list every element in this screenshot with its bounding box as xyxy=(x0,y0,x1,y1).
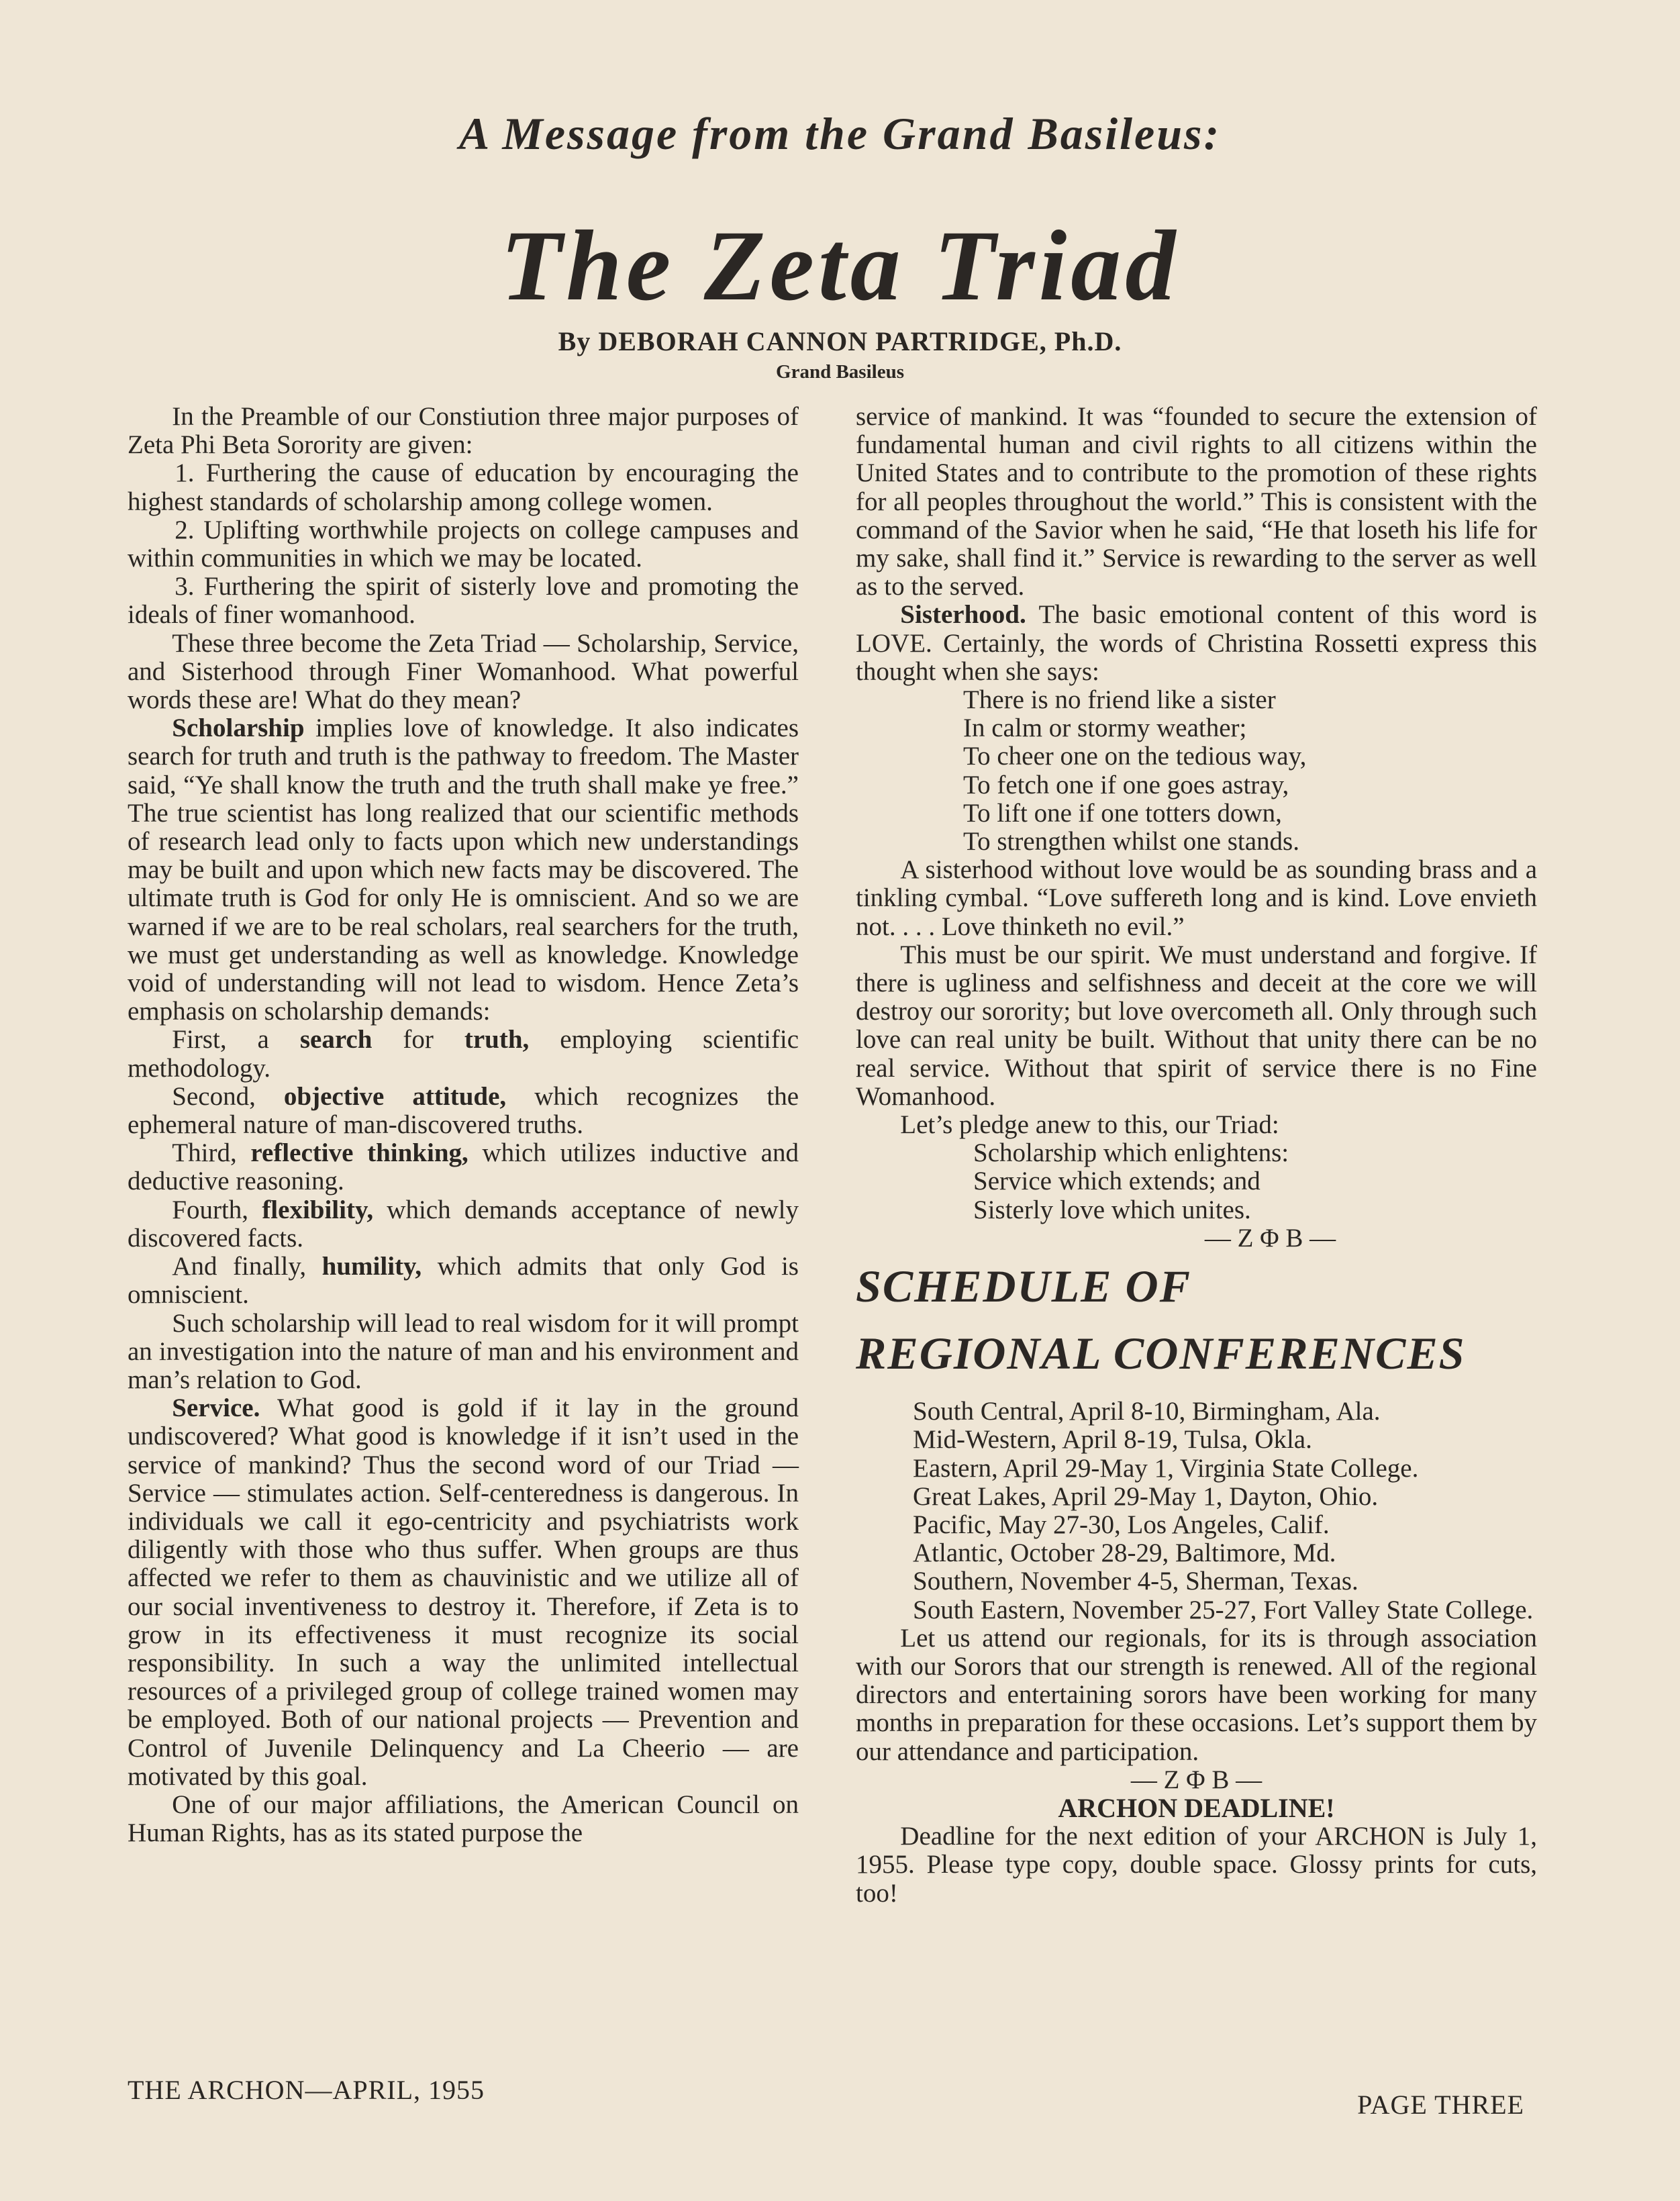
schedule-list xyxy=(856,1398,1537,1624)
paragraph: A sisterhood without love would be as sounding brass and a tinkling cymbal. “Love suffereth long and is kind. Love envieth not. . . . Love thinketh no evil.” xyxy=(856,855,1537,941)
footer-page-number: PAGE THREE xyxy=(1357,2090,1524,2120)
scholarship-paragraph: Scholarship implies love of knowledge. It also indicates search for truth and truth is the pathway to freedom. The Master said, “Ye shall know the truth and the truth shall make ye free.” The true scientist has long realized that our scientific methods of research lead only to facts upon which new understandings may be built and upon which new facts may be discovered. The ultimate truth is God for only He is omniscient. And so we are warned if we are to be real scholars, real searchers for the truth, we must get understanding as well as knowledge. Knowledge void of understanding will not lead to wisdom. Hence Zeta’s emphasis on scholarship demands: xyxy=(128,714,799,1026)
demand-item: Second, objective attitude, which recognizes the ephemeral nature of man-discovered truths. xyxy=(128,1081,799,1140)
left-column xyxy=(128,403,799,1847)
poem-line: To fetch one if one goes astray, xyxy=(963,770,1289,799)
sisterhood-paragraph: Sisterhood. The basic emotional content of this word is LOVE. Certainly, the words of Christina Rossetti express this thought when she says: xyxy=(856,600,1537,686)
pledge-line: Scholarship which enlightens: xyxy=(973,1138,1289,1168)
poem-line: There is no friend like a sister xyxy=(963,685,1276,715)
term-scholarship: Scholarship xyxy=(172,714,305,743)
paragraph: service of mankind. It was “founded to secure the extension of fundamental human and civil rights to all citizens within the United States and to contribute to the promotion of these rights for all peoples throughout the world.” This is consistent with the command of the Savior when he said, “He that loseth his life for my sake, shall find it.” Service is rewarding to the server as well as to the served. xyxy=(856,402,1537,601)
poem-line: To strengthen whilst one stands. xyxy=(963,827,1299,857)
demand-item: And finally, humility, which admits that only God is omniscient. xyxy=(128,1252,799,1310)
schedule-item: South Central, April 8-10, Birmingham, Ala. xyxy=(913,1397,1381,1426)
deadline-heading: ARCHON DEADLINE! xyxy=(1058,1792,1335,1823)
paragraph: One of our major affiliations, the American Council on Human Rights, has as its stated purpose the xyxy=(128,1790,799,1848)
pledge-line: Sisterly love which unites. xyxy=(973,1195,1251,1224)
schedule-item: Atlantic, October 28-29, Baltimore, Md. xyxy=(913,1538,1336,1568)
schedule-item: South Eastern, November 25-27, Fort Valley State College. xyxy=(913,1595,1534,1624)
poem-line: To lift one if one totters down, xyxy=(963,798,1282,828)
paragraph: Such scholarship will lead to real wisdom for it will prompt an investigation into the nature of man and his environment and man’s relation to God. xyxy=(128,1308,799,1394)
paragraph: These three become the Zeta Triad — Scholarship, Service, and Sisterhood through Finer Womanhood. What powerful words these are! What do they mean? xyxy=(128,628,799,715)
demand-item: First, a search for truth, employing scientific methodology. xyxy=(128,1025,799,1083)
service-paragraph: Service. What good is gold if it lay in the ground undiscovered? What good is knowledge if it isn’t used in the service of mankind? Thus the second word of our Triad — Service — stimulates action. Self-centeredness is dangerous. In individuals we call it ego-centricity and psychiatrists work diligently with those who thus suffer. When groups are thus affected we refer to them as chauvinistic and we utilize all of our social inventiveness to destroy it. Therefore, if Zeta is to grow in its effectiveness it must recognize its social responsibility. In such a way the unlimited intellectual resources of a privileged group of college trained women may be employed. Both of our national projects — Prevention and Control of Juvenile Delinquency and La Cheerio — are motivated by this goal. xyxy=(128,1393,799,1791)
article-title: The Zeta Triad xyxy=(500,210,1180,322)
right-column xyxy=(856,403,1537,1908)
purpose-item: 1. Furthering the cause of education by encouraging the highest standards of scholarship among college women. xyxy=(128,458,799,516)
byline: By DEBORAH CANNON PARTRIDGE, Ph.D. xyxy=(558,326,1122,356)
purpose-item: 3. Furthering the spirit of sisterly love and promoting the ideals of finer womanhood. xyxy=(128,572,799,630)
footer-publication: THE ARCHON—APRIL, 1955 xyxy=(128,2075,485,2105)
schedule-item: Eastern, April 29-May 1, Virginia State College. xyxy=(913,1453,1419,1483)
author-role: Grand Basileus xyxy=(776,361,904,383)
paragraph: In the Preamble of our Constiution three major purposes of Zeta Phi Beta Sorority are given: xyxy=(128,402,799,460)
term-sisterhood: Sisterhood. xyxy=(900,600,1026,630)
schedule-item: Great Lakes, April 29-May 1, Dayton, Ohio. xyxy=(913,1481,1379,1511)
poem-line: In calm or stormy weather; xyxy=(963,714,1247,743)
demand-item: Fourth, flexibility, which demands acceptance of newly discovered facts. xyxy=(128,1195,799,1253)
schedule-heading: SCHEDULE OF REGIONAL CONFERENCES xyxy=(856,1261,1466,1379)
purpose-item: 2. Uplifting worthwhile projects on college campuses and within communities in which we may be located. xyxy=(128,515,799,573)
pledge-line: Service which extends; and xyxy=(973,1167,1261,1196)
poem xyxy=(856,686,1537,856)
pledge xyxy=(856,1139,1537,1224)
schedule-item: Southern, November 4-5, Sherman, Texas. xyxy=(913,1567,1358,1596)
paragraph: Let’s pledge anew to this, our Triad: xyxy=(900,1110,1279,1140)
term-service: Service. xyxy=(172,1393,260,1423)
poem-line: To cheer one on the tedious way, xyxy=(963,742,1307,771)
separator: — Z Φ B — xyxy=(1204,1223,1336,1253)
separator: — Z Φ B — xyxy=(1130,1765,1263,1794)
article-kicker: A Message from the Grand Basileus: xyxy=(458,108,1222,159)
paragraph: This must be our spirit. We must understand and forgive. If there is ugliness and selfishness and deceit at the core we will destroy our sorority; but love overcometh all. Only through such love can real unity be built. Without that unity there can be no real service. Without that spirit of service there is no Fine Womanhood. xyxy=(856,940,1537,1111)
schedule-item: Mid-Western, April 8-19, Tulsa, Okla. xyxy=(913,1425,1312,1455)
demand-item: Third, reflective thinking, which utilizes inductive and deductive reasoning. xyxy=(128,1138,799,1196)
deadline-text: Deadline for the next edition of your ARCHON is July 1, 1955. Please type copy, double space. Glossy prints for cuts, too! xyxy=(856,1822,1537,1908)
schedule-item: Pacific, May 27-30, Los Angeles, Calif. xyxy=(913,1510,1330,1539)
paragraph: Let us attend our regionals, for its is through association with our Sorors that our strength is renewed. All of the regional directors and entertaining sorors have been working for many months in preparation for these occasions. Let’s support them by our attendance and participation. xyxy=(856,1623,1537,1766)
